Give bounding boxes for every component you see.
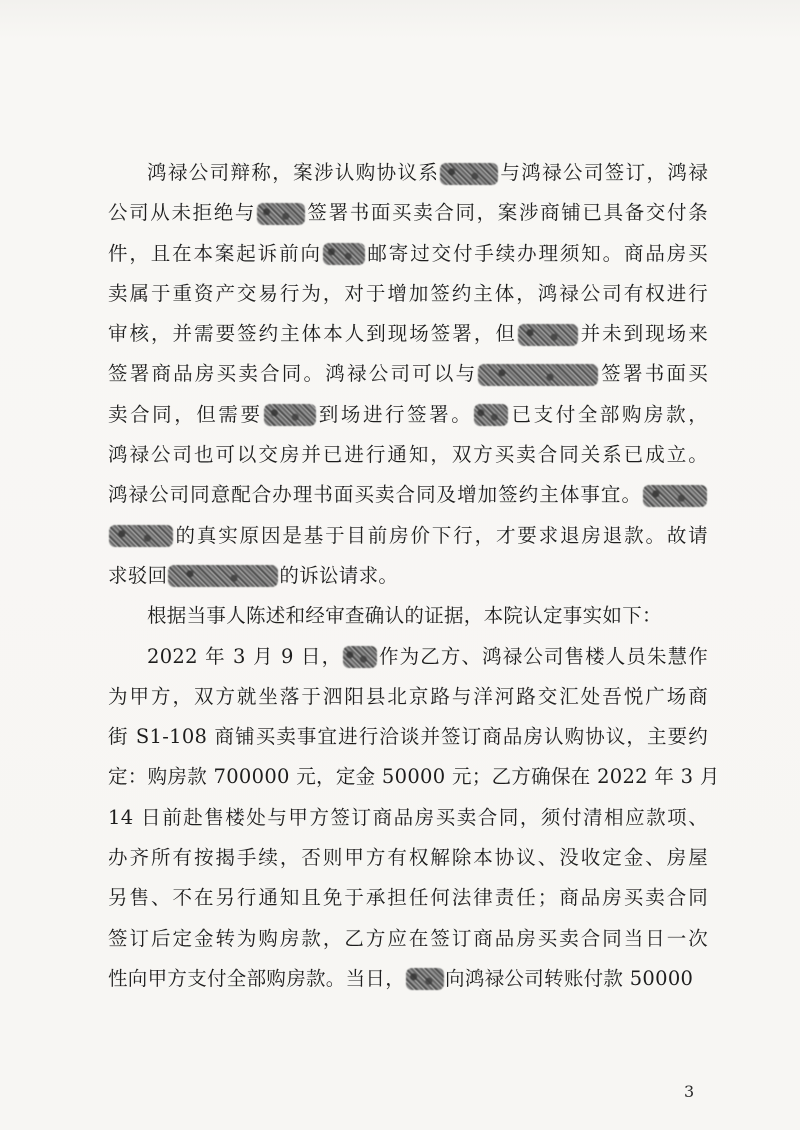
text-segment: 卖属于重资产交易行为，对于增加签约主体，鸿禄公司有权进行 (108, 281, 708, 305)
text-line (108, 354, 708, 394)
text-line (108, 798, 708, 838)
page-number: 3 (684, 1082, 695, 1101)
text-segment: 为甲方，双方就坐落于泗阳县北京路与洋河路交汇处吾悦广场商 (108, 684, 708, 708)
text-segment: 求驳回 (108, 563, 168, 587)
text-segment: 14 日前赴售楼处与甲方签订商品房买卖合同，须付清相应款项、 (108, 805, 708, 829)
text-line (108, 516, 708, 556)
text-segment: 定：购房款 700000 元，定金 50000 元；乙方确保在 2022 年 3 月 (108, 765, 720, 789)
text-segment: 件，且在本案起诉前向 (108, 241, 322, 265)
redacted-name (109, 525, 173, 547)
text-segment: 并未到现场来 (578, 322, 708, 346)
text-line (108, 556, 708, 596)
text-segment: 签订后定金转为购房款，乙方应在签订商品房买卖合同当日一次 (108, 926, 708, 950)
text-segment: 街 S1-108 商铺买卖事宜进行洽谈并签订商品房认购协议，主要约 (108, 725, 708, 749)
redacted-name (323, 243, 365, 265)
facts-paragraph (108, 637, 720, 1000)
defense-paragraph (108, 153, 708, 596)
text-line (108, 878, 708, 918)
findings-intro-paragraph (108, 596, 708, 636)
text-segment: 鸿禄公司辩称，案涉认购协议系 (147, 161, 440, 184)
text-segment: 向鸿禄公司转账付款 50000 (445, 966, 694, 990)
redacted-name (406, 968, 444, 990)
redacted-name (264, 404, 316, 426)
redacted-name (478, 364, 598, 386)
redacted-name (643, 485, 707, 507)
text-line (108, 717, 708, 757)
document-body (108, 153, 720, 999)
text-line (108, 435, 708, 475)
text-line (108, 274, 708, 314)
text-segment: 另售、不在另行通知且免于承担任何法律责任；商品房买卖合同 (108, 886, 708, 910)
text-line (108, 596, 708, 636)
text-line (108, 838, 708, 878)
text-line (108, 637, 708, 677)
text-segment: 2022 年 3 月 9 日， (147, 644, 343, 668)
text-segment: 鸿禄公司也可以交房并已进行通知，双方买卖合同关系已成立。 (108, 443, 708, 467)
text-line (108, 193, 708, 233)
text-segment: 已支付全部购房款， (509, 402, 708, 426)
redacted-name (474, 404, 508, 426)
text-segment: 卖合同，但需要 (108, 402, 263, 426)
text-line (108, 959, 708, 999)
text-segment: 签署书面买卖合同，案涉商铺已具备交付条 (306, 201, 708, 225)
text-line (108, 475, 708, 515)
redacted-name (168, 565, 278, 587)
redacted-name (343, 646, 377, 668)
text-segment: 作为乙方、鸿禄公司售楼人员朱慧作 (378, 644, 708, 668)
text-segment: 到场进行签署。 (316, 402, 474, 426)
text-segment: 审核，并需要签约主体本人到现场签署，但 (108, 322, 517, 346)
text-line (108, 153, 708, 193)
text-line (108, 314, 708, 354)
text-line (108, 234, 708, 274)
redacted-name (518, 324, 578, 346)
text-segment: 性向甲方支付全部购房款。当日， (108, 966, 406, 990)
text-segment: 邮寄过交付手续办理须知。商品房买 (365, 241, 708, 265)
text-segment: 办齐所有按揭手续，否则甲方有权解除本协议、没收定金、房屋 (108, 846, 708, 870)
text-line (108, 757, 720, 797)
text-segment: 的真实原因是基于目前房价下行，才要求退房退款。故请 (174, 523, 708, 547)
redacted-name (257, 203, 305, 225)
text-segment: 与鸿禄公司签订，鸿禄 (499, 161, 708, 184)
redacted-name (440, 163, 498, 185)
text-segment: 根据当事人陈述和经审查确认的证据，本院认定事实如下： (147, 604, 662, 628)
text-segment: 鸿禄公司同意配合办理书面买卖合同及增加签约主体事宜。 (108, 483, 642, 507)
text-line (108, 395, 708, 435)
text-segment: 签署商品房买卖合同。鸿禄公司可以与 (108, 362, 478, 386)
text-segment: 公司从未拒绝与 (108, 201, 257, 225)
text-segment: 签署书面买 (599, 362, 708, 386)
text-line (108, 919, 708, 959)
text-segment: 的诉讼请求。 (279, 563, 399, 587)
text-line (108, 677, 708, 717)
